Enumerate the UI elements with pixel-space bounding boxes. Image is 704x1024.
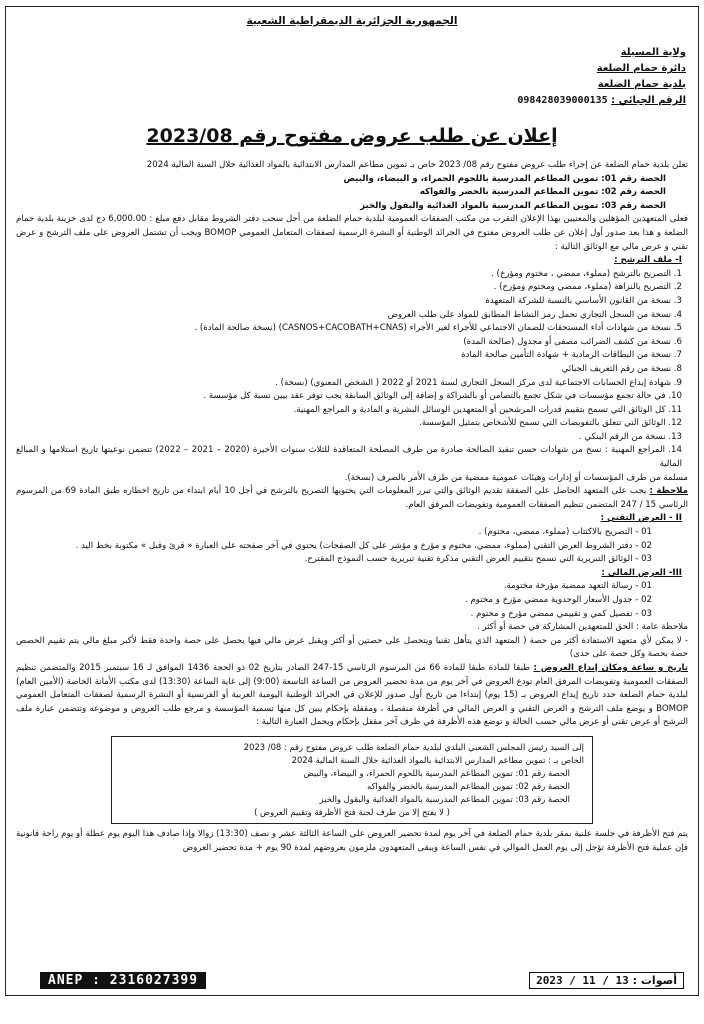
lot-item: الحصة رقم 01: تموين المطاعم المدرسية باللحوم الحمراء، و البيضاء، والبيض	[343, 173, 666, 184]
intro-paragraph: تعلن بلدية حمام الضلعة عن إجراء طلب عروض مفتوح رقم 08/ 2023 خاص بـ تموين مطاعم المدارس الابتدائية بالمواد الغذائية خلال السنة المالية 2024	[146, 160, 688, 170]
page-title: إعلان عن طلب عروض مفتوح رقم 2023/08	[146, 125, 558, 147]
envelope-line: إلى السيد رئيس المجلس الشعبي البلدي لبلدية حمام الضلعة طلب عروض مفتوح رقم : 08/ 2023	[243, 741, 584, 752]
envelope-lot: الحصة رقم 01: تموين المطاعم المدرسية باللحوم الحمراء، و البيضاء، والبيض	[303, 767, 570, 778]
remark-text: يجب على المتعهد الحاصل على الصفقة تقديم الوثائق والتي تبرر المعلومات التي يحتويها التصريح بالترشح في أجل 10 أيام ابتداء من تاريخ اخطاره طبق المادة 69 من المرسوم الرئاسي 15 / 247 المتضمن تنظيم الصفقات العمومية وتفويضات المرفق العام.	[16, 486, 688, 510]
fiscal-label: الرقم الجبائي :	[611, 95, 686, 106]
candidature-item: 6. نسخة من كشف الضرائب مصفى أو مجدول (صالحة المدة)	[463, 336, 682, 347]
publication-date: 2023 / 11 / 13	[536, 974, 629, 987]
lot-rule: - لا يمكن لأي متعهد الاستفادة أكثر من حصة ( المتعهد الذي يتأهل تقنيا ويتحصل على حصتين أو أكثر ويقبل عرض مالي فيها يحصل على حصة واحدة فقط لأكبر مبلغ مالي يتم تقييم الحصص حصة بحصة وكل حصة على حدى)	[16, 635, 688, 660]
technical-item: 03 - الوثائق التبريرية التي تسمح بتقييم العرض التقني مذكرة تقنية تبريرية حسب النموذج المقترح.	[304, 554, 652, 565]
candidature-item: 9. شهادة إيداع الحسابات الاجتماعية لدى مركز السجل التجاري لسنة 2021 أو 2022 ( الشخص المعنوي) (نسخة) .	[275, 377, 682, 388]
candidature-item: 8. نسخة من رقم التعريف الجبائي	[561, 363, 682, 374]
anep-reference: ANEP : 2316027399	[40, 972, 206, 989]
candidature-item: 5. نسخة من شهادات أداء المستحقات للضمان الاجتماعي للأجراء لغير الأجراء (CASNOS+CACOBATH+CNAS) (نسخة صالحة المادة) .	[194, 323, 682, 334]
publication-date-box	[529, 972, 684, 989]
envelope-box	[111, 736, 593, 824]
candidature-item: 10. في حالة تجمع مؤسسات في شكل تجمع بالتضامن أو بالشراكة و إضافة إلى الوثائق السابقة يجب توفر عقد بيين نسبة كل مؤسسة .	[203, 391, 682, 402]
wilaya-line: ولاية المسيلة	[620, 47, 686, 58]
announcement-body	[16, 159, 688, 855]
footer	[6, 971, 698, 989]
financial-item: 02 - جدول الأسعار الوحدوية ممضي مؤرخ و مختوم .	[465, 595, 652, 605]
deposit-heading: تاريخ و ساعة ومكان إيداع العروض :	[533, 662, 688, 673]
daira-line: دائرة حمام الضلعة	[596, 63, 686, 74]
financial-item: 01 - رسالة التعهد ممضية مؤرخة مختومة.	[503, 581, 652, 592]
financial-item: 03 - تفصيل كمي و تقييمي ممضي مؤرخ و مختوم .	[470, 608, 652, 619]
technical-item: 02 - دفتر الشروط العرض التقني (مملوء، ممضي، مختوم و مؤرخ و مؤشر على كل الصفحات) يحتوي في آخر صفحته على العبارة « قرئ وقبل » مكتوبة بخط اليد .	[75, 540, 652, 551]
invitation-paragraph: فعلى المتعهدين المؤهلين والمعنيين بهذا الإعلان التقرب من مكتب الصفقات العمومية لبلدية حمام الضلعة من أجل سحب دفتر الشروط مقابل دفع مبلغ : 6,000.00 دج لدى خزينة بلدية حمام الضلعة و هذا بعد صدور أول إعلان عن طلب العروض مفتوح في الجرائد الوطنية أو النشرة الرسمية لصفقات المتعامل العمومي BOMOP ويجب أن تشتمل العروض على ملف الترشح و عرض تقني و عرض مالي مع الوثائق التالية :	[16, 214, 688, 252]
opening-paragraph: يتم فتح الأظرفة في جلسة علنية بمقر بلدية حمام الضلعة في آخر يوم لمدة تحضير العروض على الساعة الثالثة عشر و نصف (13:30) زوالا وإذا صادف هذا اليوم يوم عطلة أو يوم راحة قانونية فإن عملية فتح الأظرفة تؤجل إلى يوم العمل الموالي في نفس الساعة ويبقى المتعهدون ملزمون بعروضهم لمدة 90 يوم + مدة تحضير العروض	[16, 828, 689, 853]
fiscal-number-line	[517, 93, 686, 109]
technical-item: 01 - التصريح بالاكتتاب (مملوء، ممضي، مختوم) .	[478, 527, 652, 538]
lot-item: الحصة رقم 02: تموين المطاعم المدرسية بالخضر والفواكه	[419, 187, 666, 198]
announcement-page	[5, 6, 699, 996]
candidature-item: 1. التصريح بالترشح (مملوء، ممضي ، مختوم ومؤرخ) .	[491, 268, 682, 279]
remark-label: ملاحظة :	[649, 486, 688, 497]
technical-heading: II - العرض التقني :	[600, 513, 682, 524]
issuing-authority	[517, 45, 686, 109]
envelope-lot: الحصة رقم 02: تموين المطاعم المدرسية بالخضر والفواكه	[367, 780, 570, 791]
date-label: أصوات :	[632, 974, 677, 987]
candidature-item: 4. نسخة من السجل التجاري تحمل رمز النشاط المطابق للمواد على طلب العروض	[387, 309, 682, 320]
envelope-lot: الحصة رقم 03: تموين المطاعم المدرسية بالمواد الغذائية والبقول والخبز	[319, 793, 570, 804]
deposit-paragraph	[16, 662, 688, 730]
candidature-heading: I- ملف الترشح :	[614, 255, 682, 266]
fiscal-number: 098428039000135	[517, 95, 608, 106]
candidature-item: 12. الوثائق التي تتعلق بالتفويضات التي تسمح للأشخاص بتمثيل المؤسسة.	[419, 418, 682, 429]
commune-line: بلدية حمام الضلعة	[597, 79, 686, 90]
candidature-item: 13. نسخة من الرقم البنكي .	[578, 431, 682, 442]
general-note: ملاحظة عامة : الحق للمتعهدين المشاركة في حصة أو أكثر .	[476, 622, 688, 633]
candidature-item: 11. كل الوثائق التي تسمح بتقييم قدرات المرشحين أو المتعهدين الوسائل البشرية و المادية و المراجع المهنية.	[293, 404, 682, 415]
candidature-note: مسلمة من طرف المؤسسات أو إدارات وهيئات عمومية ممضية من طرف الأمر بالصرف (نسخة).	[344, 472, 688, 483]
lot-item: الحصة رقم 03: تموين المطاعم المدرسية بالمواد الغذائية والبقول والخبز	[360, 200, 666, 211]
candidature-item: 2. التصريح بالنزاهة (مملوء، ممضي ومختوم ومؤرخ) .	[493, 282, 682, 293]
envelope-line: الخاص بـ : تموين مطاعم المدارس الابتدائية بالمواد الغذائية خلال السنة المالية 2024	[291, 754, 584, 765]
candidature-item: 3. نسخة من القانون الأساسي بالنسبة للشركة المتعهدة	[485, 295, 682, 306]
remark-paragraph	[16, 485, 688, 512]
deposit-text: طبقا للمادة طبقا للمادة 66 من المرسوم الرئاسي 15-247 الصادر بتاريخ 02 ذو الحجة 1436 الموافق لـ 16 سبتمبر 2015 والمتضمن تنظيم الصفقات العمومية وتفويضات المرفق العام تودع العروض في آخر يوم من مدة تحضير العروض من الساعة التاسعة (9:00) إلى غاية الساعة (13:30) لدى مكتب الأمانة الخاصة (الأمين العام) لبلدية حمام الضلعة حدد تاريخ إيداع العروض بـ (15 يوم) إبتداءا من تاريخ أول صدور للإعلان في الجرائد الوطنية اليومية العربية أو الفرنسية أو النشرة الرسمية لصفقات المتعامل العمومي BOMOP و يوضع ملف الترشح و العرض التقني و العرض المالي في أظرفة منفصلة ، ومقفلة بإحكام يبين كل منها تسمية المؤسسة و مرجع طلب العروض و موضوعه وتتضمن عبارة ملف الترشح أو عرض تقني أو عرض مالي حسب الحالة و توضع هذه الأظرفة في ظرف آخر مقفل بإحكام ويحمل العبارة التالية :	[16, 662, 689, 728]
candidature-item: 7. نسخة من البطاقات الرمادية + شهادة التأمين صالحة المادة	[461, 350, 682, 361]
financial-heading: III- العرض المالي :	[601, 567, 682, 578]
candidature-item: 14. المراجع المهنية : نسخ من شهادات حسن تنفيذ الصالحة صادرة من طرف المصلحة المتعاقدة للثلاث سنوات الأخيرة (2020 – 2021 – 2022) تتضمن نوعيتها تاريخ استلامها و المبالغ المالية	[16, 445, 682, 470]
envelope-closing: ( لا يفتح إلا من طرف لجنة فتح الأظرفة وتقييم العروض )	[254, 806, 450, 817]
republic-header: الجمهورية الجزائرية الديمقراطية الشعبية	[246, 15, 458, 27]
